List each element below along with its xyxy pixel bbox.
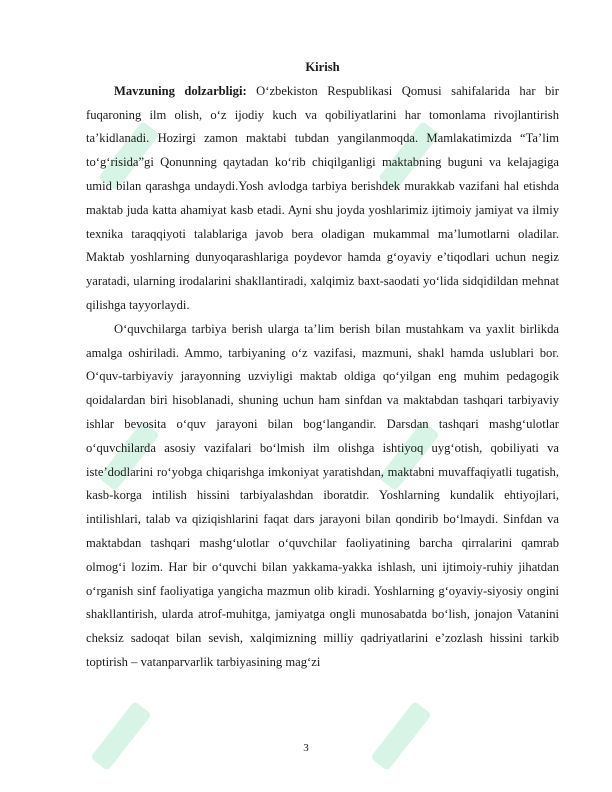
page-number: 3 bbox=[303, 742, 309, 754]
paragraph-text: O‘quvchilarga tarbiya berish ularga ta’lim berish bilan mustahkam va yaxlit birlikda amalga oshiriladi. Ammo, tarbiyaning o‘z vazifasi, mazmuni, shakl hamda uslublari bor. O‘quv-tarbiyaviy jarayonning uzviyligi maktab oldiga qo‘yilgan eng muhim pedagogik qoidalardan biri hisoblanadi, shuning uchun ham sinfdan va maktabdan tashqari tarbiyaviy ishlar bevosita o‘quv jarayoni bilan bog‘langandir. Darsdan tashqari mashg‘ulotlar o‘quvchilarda asosiy vazifalari bo‘lmish ilm olishga ishtiyoq uyg‘otish, qobiliyati va iste’dodlarini ro‘yobga chiqarishga imkoniyat yaratishdan, maktabni muvaffaqiyatli tugatish, kasb-korga intilish hissini tarbiyalashdan iboratdir. Yoshlarning kundalik ehtiyojlari, intilishlari, talab va qiziqishlarini faqat dars jarayoni bilan qondirib bo‘lmaydi. Sinfdan va maktabdan tashqari mashg‘ulotlar o‘quvchilar faoliyatining barcha qirralarini qamrab olmog‘i lozim. Har bir o‘quvchi bilan yakkama-yakka ishlash, uni ijtimoiy-ruhiy jihatdan o‘rganish sinf faoliyatiga yangicha mazmun olib kiradi. Yoshlarning g‘oyaviy-siyosiy ongini shakllantirish, ularda atrof-muhitga, jamiyatga ongli munosabatda bo‘lish, jonajon Vatanini cheksiz sadoqat bilan sevish, xalqimizning milliy qadriyatlarini e’zozlash hissini tarkib toptirish – vatanparvarlik tarbiyasining mag‘zi bbox=[86, 321, 559, 669]
watermark-mark bbox=[370, 701, 432, 771]
paragraph-lead: Mavzuning dolzarbligi: bbox=[114, 83, 247, 98]
paragraph bbox=[86, 318, 559, 675]
paragraph bbox=[86, 80, 559, 318]
section-title: Kirish bbox=[305, 60, 340, 74]
watermark-mark bbox=[90, 701, 152, 771]
paragraph-text: O‘zbekiston Respublikasi Qomusi sahifalarida har bir fuqaroning ilm olish, o‘z ijodiy kuch va qobiliyatlarini har tomonlama rivojlantirish ta’kidlanadi. Hozirgi zamon maktabi tubdan yangilanmoqda. Mamlakatimizda “Ta’lim to‘g‘risida”gi Qonunning qaytadan ko‘rib chiqilganligi maktabning buguni va kelajagiga umid bilan qarashga undaydi.Yosh avlodga tarbiya berishdek murakkab vazifani hal etishda maktab juda katta ahamiyat kasb etadi. Ayni shu joyda yoshlarimiz ijtimoiy jamiyat va ilmiy texnika taraqqiyoti talablariga javob bera oladigan mukammal ma’lumotlarni oladilar. Maktab yoshlarning dunyoqarashlariga poydevor hamda g‘oyaviy e’tiqodlari uchun negiz yaratadi, ularning irodalarini shakllantiradi, xalqimiz baxt-saodati yo‘lida sidqidildan mehnat qilishga tayyorlaydi. bbox=[86, 83, 560, 312]
document-body bbox=[86, 56, 559, 675]
